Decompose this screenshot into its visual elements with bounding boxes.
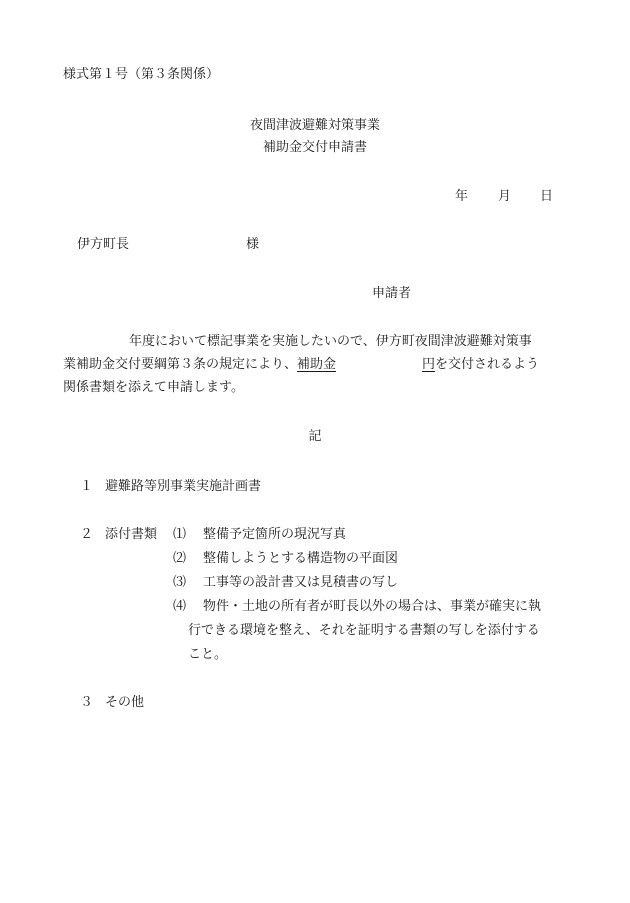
sub-item-1-text: 整備予定箇所の現況写真 <box>203 527 347 542</box>
sub-item-4-text: 物件・土地の所有者が町長以外の場合は、事業が確実に執 <box>203 599 542 614</box>
body-line-2-pre: 業補助金交付要綱第３条の規定により、 <box>63 357 298 372</box>
addressee-name: 伊方町長 <box>77 237 130 252</box>
date-month: 月 <box>498 189 512 204</box>
item-1-text: 避難路等別事業実施計画書 <box>105 479 262 494</box>
sub-item-4-cont-1: 行できる環境を整え、それを証明する書類の写しを添付する <box>188 623 540 638</box>
sub-item-2-number: ⑵ <box>173 551 187 566</box>
sub-item-4-cont-2: こと。 <box>188 647 228 662</box>
sub-item-3-number: ⑶ <box>173 575 187 590</box>
body-line-2 <box>63 356 539 374</box>
item-3-text: その他 <box>105 695 145 710</box>
sub-item-3-text: 工事等の設計書又は見積書の写し <box>203 575 399 590</box>
date-year: 年 <box>455 189 469 204</box>
item-1-number: １ <box>80 479 94 494</box>
date-day: 日 <box>540 189 554 204</box>
item-2-text: 添付書類 <box>105 527 158 542</box>
ki-heading: 記 <box>308 429 322 444</box>
sub-item-4-number: ⑷ <box>173 599 187 614</box>
addressee-honorific: 様 <box>246 237 260 252</box>
body-line-1: 年度において標記事業を実施したいので、伊方町夜間津波避難対策事 <box>129 334 532 349</box>
title-line-2: 補助金交付申請書 <box>262 140 367 155</box>
item-3-number: ３ <box>80 695 94 710</box>
form-number: 様式第１号（第３条関係） <box>63 67 220 82</box>
body-line-2-post: を交付されるよう <box>435 357 540 372</box>
sub-item-1-number: ⑴ <box>173 527 187 542</box>
subsidy-amount-field[interactable]: 補助金 円 <box>297 357 436 372</box>
item-2-number: ２ <box>80 527 94 542</box>
title-line-1: 夜間津波避難対策事業 <box>249 118 380 133</box>
sub-item-2-text: 整備しようとする構造物の平面図 <box>203 551 399 566</box>
body-line-3: 関係書類を添えて申請します。 <box>63 380 244 395</box>
applicant-label: 申請者 <box>372 286 412 301</box>
